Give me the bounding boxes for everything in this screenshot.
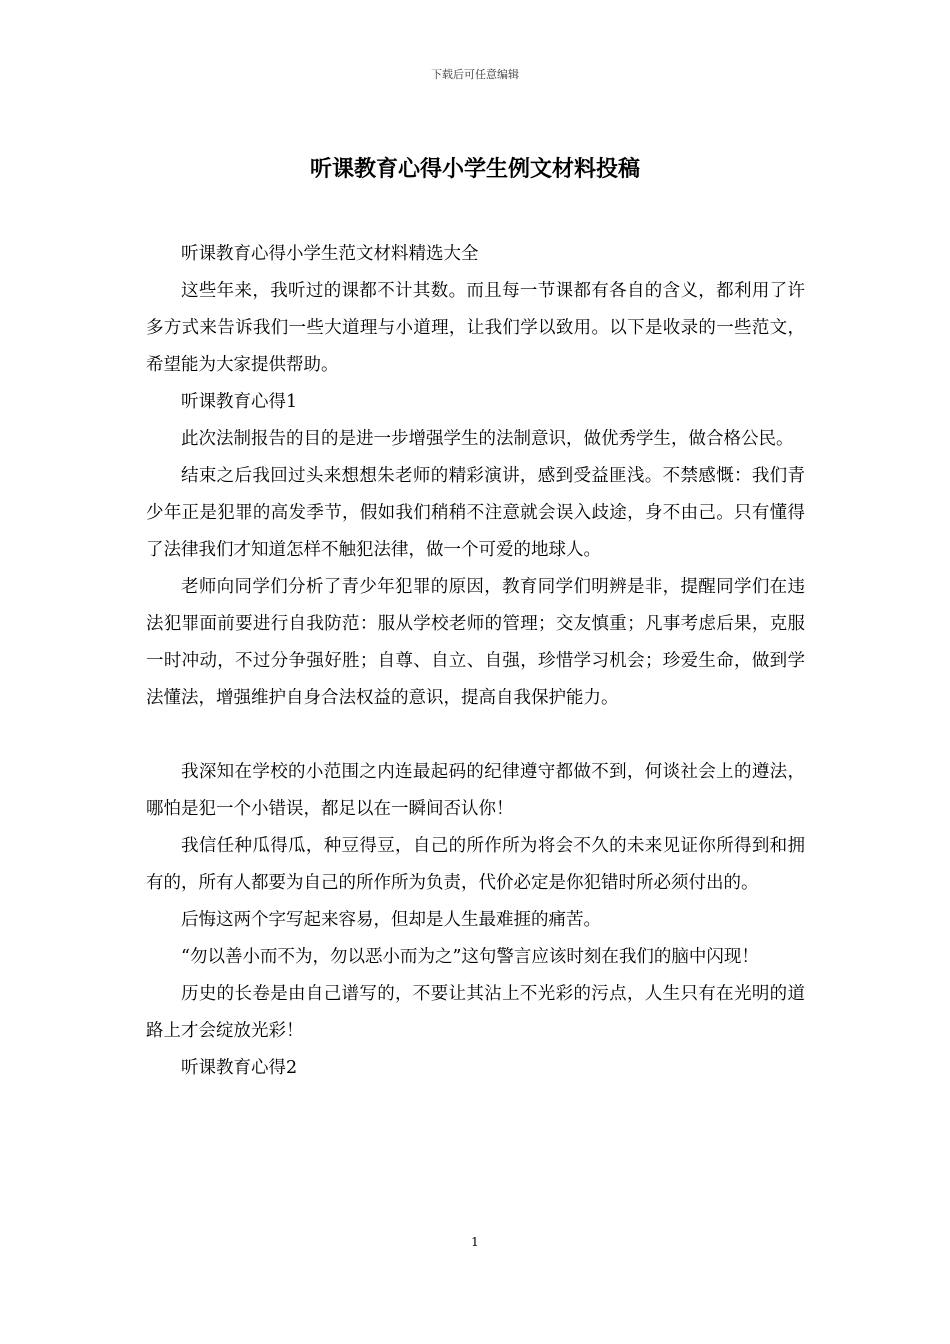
section-heading-1: 听课教育心得1 — [181, 392, 298, 412]
body-paragraph: 老师向同学们分析了青少年犯罪的原因，教育同学们明辨是非，提醒同学们在违法犯罪面前要进行自我防范：服从学校老师的管理；交友慎重；凡事考虑后果，克服一时冲动，不过分争强好胜；自尊、自立、自强，珍惜学习机会；珍爱生命，做到学法懂法，增强维护自身合法权益的意识，提高自我保护能力。 — [146, 577, 805, 708]
body-paragraph: 后悔这两个字写起来容易，但却是人生最难捱的痛苦。 — [181, 910, 601, 930]
header-note: 下载后可任意编辑 — [431, 68, 519, 81]
body-paragraph: 结束之后我回过头来想想朱老师的精彩演讲，感到受益匪浅。不禁感慨：我们青少年正是犯罪的高发季节，假如我们稍稍不注意就会误入歧途，身不由己。只有懂得了法律我们才知道怎样不触犯法律，做一个可爱的地球人。 — [146, 466, 805, 560]
body-paragraph: 我信任种瓜得瓜，种豆得豆，自己的所作所为将会不久的未来见证你所得到和拥有的，所有人都要为自己的所作所为负责，代价必定是你犯错时所必须付出的。 — [146, 836, 805, 893]
body-paragraph: 我深知在学校的小范围之内连最起码的纪律遵守都做不到，何谈社会上的遵法，哪怕是犯一个小错误，都足以在一瞬间否认你！ — [146, 762, 805, 819]
section-heading-2: 听课教育心得2 — [181, 1058, 298, 1078]
subtitle-paragraph: 听课教育心得小学生范文材料精选大全 — [181, 244, 479, 264]
quote-paragraph: “勿以善小而不为，勿以恶小而为之”这句警言应该时刻在我们的脑中闪现！ — [181, 947, 759, 967]
page-number: 1 — [471, 1235, 479, 1249]
body-paragraph: 此次法制报告的目的是进一步增强学生的法制意识，做优秀学生，做合格公民。 — [181, 429, 794, 449]
document-title: 听课教育心得小学生例文材料投稿 — [309, 156, 640, 182]
intro-paragraph: 这些年来，我听过的课都不计其数。而且每一节课都有各自的含义，都利用了许多方式来告诉我们一些大道理与小道理，让我们学以致用。以下是收录的一些范文，希望能为大家提供帮助。 — [146, 281, 805, 375]
body-paragraph: 历史的长卷是由自己谱写的，不要让其沾上不光彩的污点，人生只有在光明的道路上才会绽放光彩！ — [146, 984, 805, 1041]
document-body — [146, 236, 805, 1087]
